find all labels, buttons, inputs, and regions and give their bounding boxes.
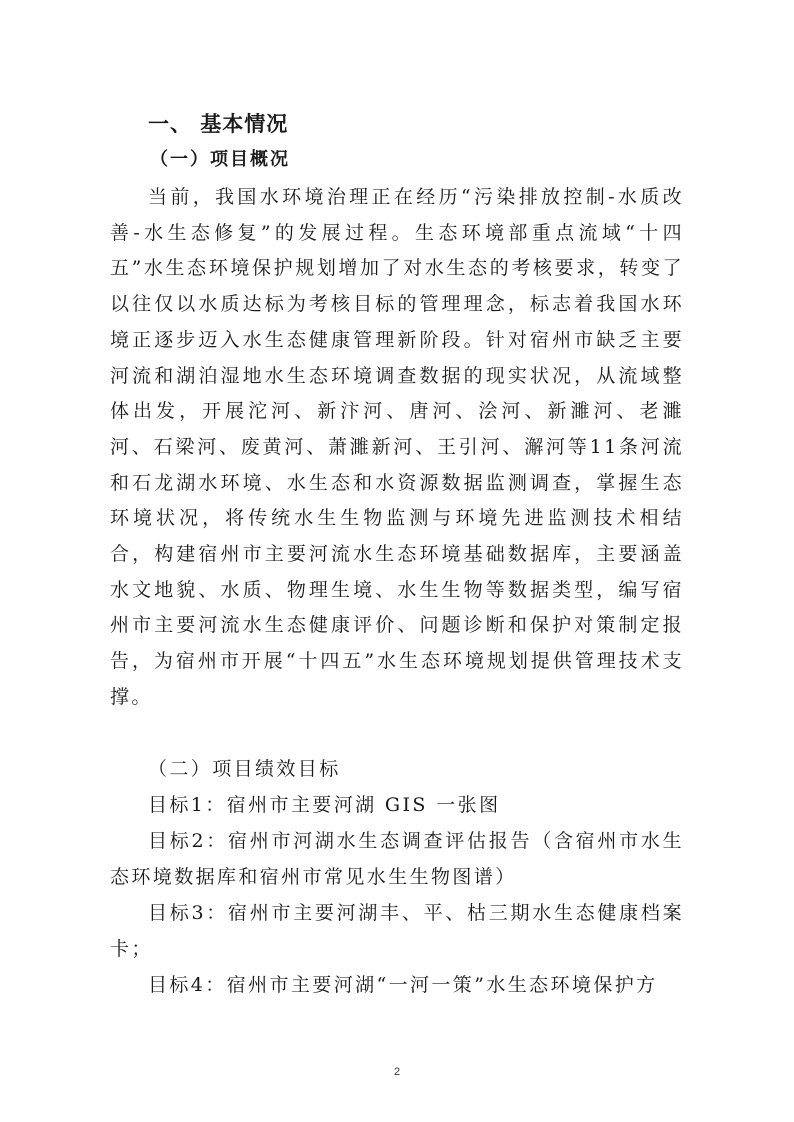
subsection-heading-goals: （二）项目绩效目标 (148, 758, 341, 780)
subsection-heading-overview: （一）项目概况 (150, 149, 290, 170)
goal-1: 目标1：宿州市主要河湖 GIS 一张图 (148, 794, 501, 816)
page-number: 2 (393, 1066, 401, 1078)
goal-2: 目标2：宿州市河湖水生态调查评估报告（含宿州市水生态环境数据库和宿州市常见水生生物图谱） (110, 830, 684, 888)
overview-paragraph: 当前，我国水环境治理正在经历“污染排放控制-水质改善-水生态修复”的发展过程。生态环境部重点流域“十四五”水生态环境保护规划增加了对水生态的考核要求，转变了以往仅以水质达标为考核目标的管理理念，标志着我国水环境正逐步迈入水生态健康管理新阶段。针对宿州市缺乏主要河流和湖泊湿地水生态环境调查数据的现实状况，从流域整体出发，开展沱河、新汴河、唐河、浍河、新濉河、老濉河、石梁河、废黄河、萧濉新河、王引河、澥河等11条河流和石龙湖水环境、水生态和水资源数据监测调查，掌握生态环境状况，将传统水生生物监测与环境先进监测技术相结合，构建宿州市主要河流水生态环境基础数据库，主要涵盖水文地貌、水质、物理生境、水生生物等数据类型，编写宿州市主要河流水生态健康评价、问题诊断和保护对策制定报告，为宿州市开展“十四五”水生态环境规划提供管理技术支撑。 (110, 186, 684, 708)
goal-4: 目标4：宿州市主要河湖“一河一策”水生态环境保护方 (148, 974, 658, 996)
section-heading: 一、 基本情况 (148, 112, 289, 136)
goal-3: 目标3：宿州市主要河湖丰、平、枯三期水生态健康档案卡； (110, 902, 684, 960)
